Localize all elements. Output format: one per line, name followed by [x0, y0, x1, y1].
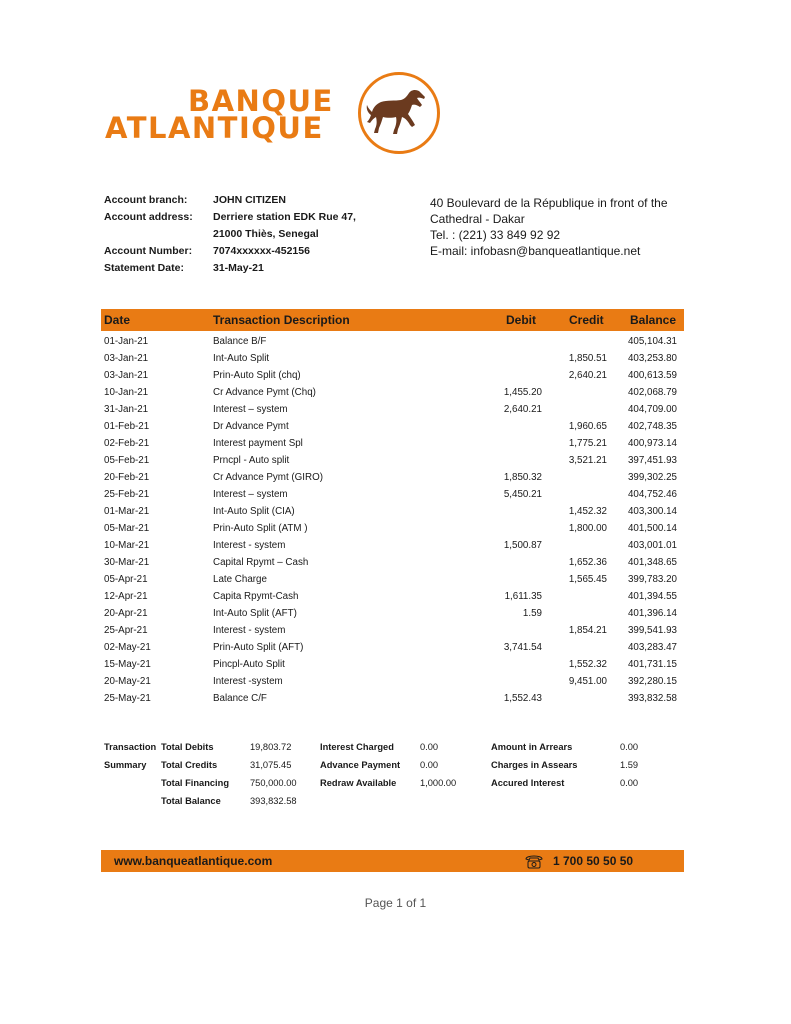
row-date: 15-May-21 — [104, 659, 151, 670]
statement-date-value: 31-May-21 — [213, 262, 264, 274]
row-date: 25-Apr-21 — [104, 625, 148, 636]
row-credit: 1,854.21 — [568, 625, 607, 636]
row-date: 01-Feb-21 — [104, 421, 150, 432]
row-date: 01-Jan-21 — [104, 336, 149, 347]
row-date: 31-Jan-21 — [104, 404, 149, 415]
row-balance: 403,001.01 — [627, 540, 677, 551]
row-date: 03-Jan-21 — [104, 353, 149, 364]
row-balance: 399,783.20 — [627, 574, 677, 585]
summary-title-1: Transaction — [104, 742, 157, 752]
charges-in-arrears-value: 1.59 — [620, 760, 639, 770]
row-description: Interest – system — [213, 404, 288, 415]
row-date: 20-May-21 — [104, 676, 151, 687]
transactions-header — [101, 309, 684, 331]
row-balance: 401,731.15 — [627, 659, 677, 670]
row-credit: 9,451.00 — [568, 676, 607, 687]
bank-email: E-mail: infobasn@banqueatlantique.net — [430, 244, 641, 258]
row-date: 30-Mar-21 — [104, 557, 150, 568]
table-row — [101, 486, 684, 503]
row-description: Prin-Auto Split (ATM ) — [213, 523, 308, 534]
row-balance: 400,973.14 — [627, 438, 677, 449]
total-credits-value: 31,075.45 — [250, 760, 292, 770]
row-description: Pincpl-Auto Split — [213, 659, 285, 670]
row-description: Prncpl - Auto split — [213, 455, 290, 466]
row-debit: 3,741.54 — [503, 642, 542, 653]
row-balance: 404,709.00 — [627, 404, 677, 415]
account-branch-label: Account branch: — [104, 194, 188, 206]
table-row — [101, 673, 684, 690]
row-description: Late Charge — [213, 574, 267, 585]
statement-date-label: Statement Date: — [104, 262, 184, 274]
table-row — [101, 333, 684, 350]
interest-charged-value: 0.00 — [420, 742, 439, 752]
telephone-icon — [524, 853, 544, 869]
row-credit: 1,960.65 — [568, 421, 607, 432]
table-row — [101, 571, 684, 588]
row-date: 12-Apr-21 — [104, 591, 148, 602]
table-row — [101, 622, 684, 639]
account-number-label: Account Number: — [104, 245, 193, 257]
row-credit: 1,775.21 — [568, 438, 607, 449]
table-row — [101, 350, 684, 367]
table-row — [101, 418, 684, 435]
row-date: 20-Feb-21 — [104, 472, 150, 483]
row-balance: 402,068.79 — [627, 387, 677, 398]
header-credit: Credit — [569, 313, 604, 327]
row-balance: 403,253.80 — [627, 353, 677, 364]
table-row — [101, 690, 684, 707]
redraw-available-value: 1,000.00 — [420, 778, 457, 788]
bank-address — [430, 195, 690, 259]
table-row — [101, 520, 684, 537]
row-debit: 1,552.43 — [503, 693, 542, 704]
row-description: Cr Advance Pymt (Chq) — [213, 387, 316, 398]
row-credit: 1,652.36 — [568, 557, 607, 568]
row-credit: 1,452.32 — [568, 506, 607, 517]
row-description: Int-Auto Split (CIA) — [213, 506, 295, 517]
row-credit: 3,521.21 — [568, 455, 607, 466]
total-financing-label: Total Financing — [161, 778, 230, 788]
table-row — [101, 537, 684, 554]
footer-bar — [101, 850, 684, 872]
accrued-interest-label: Accured Interest — [491, 778, 565, 788]
row-description: Dr Advance Pymt — [213, 421, 289, 432]
row-description: Interest - system — [213, 540, 286, 551]
bank-logo-text — [105, 84, 334, 145]
row-balance: 399,302.25 — [627, 472, 677, 483]
row-description: Balance B/F — [213, 336, 267, 347]
table-row — [101, 435, 684, 452]
total-balance-label: Total Balance — [161, 796, 221, 806]
bank-telephone: Tel. : (221) 33 849 92 92 — [430, 228, 561, 242]
row-credit: 1,565.45 — [568, 574, 607, 585]
amount-in-arrears-value: 0.00 — [620, 742, 639, 752]
row-balance: 403,283.47 — [627, 642, 677, 653]
page-number: Page 1 of 1 — [364, 896, 427, 910]
row-balance: 401,500.14 — [627, 523, 677, 534]
row-description: Balance C/F — [213, 693, 267, 704]
row-debit: 1,850.32 — [503, 472, 542, 483]
table-row — [101, 605, 684, 622]
row-balance: 404,752.46 — [627, 489, 677, 500]
horse-icon — [358, 72, 440, 154]
total-credits-label: Total Credits — [161, 760, 218, 770]
row-debit: 1,455.20 — [503, 387, 542, 398]
header-balance: Balance — [630, 313, 677, 327]
row-description: Interest -system — [213, 676, 283, 687]
row-balance: 393,832.58 — [627, 693, 677, 704]
redraw-available-label: Redraw Available — [320, 778, 397, 788]
row-balance: 392,280.15 — [627, 676, 677, 687]
table-row — [101, 554, 684, 571]
account-address-value-2: 21000 Thiès, Senegal — [213, 228, 319, 240]
header-date: Date — [104, 313, 131, 327]
row-description: Int-Auto Split — [213, 353, 270, 364]
advance-payment-value: 0.00 — [420, 760, 439, 770]
row-date: 03-Jan-21 — [104, 370, 149, 381]
row-credit: 1,850.51 — [568, 353, 607, 364]
row-description: Interest payment Spl — [213, 438, 303, 449]
advance-payment-label: Advance Payment — [320, 760, 401, 770]
bank-address-line1: 40 Boulevard de la République in front of the — [430, 196, 668, 210]
row-debit: 1,500.87 — [503, 540, 542, 551]
row-balance: 401,348.65 — [627, 557, 677, 568]
row-balance: 405,104.31 — [627, 336, 677, 347]
total-balance-value: 393,832.58 — [250, 796, 297, 806]
row-debit: 2,640.21 — [503, 404, 542, 415]
row-description: Interest - system — [213, 625, 286, 636]
table-row — [101, 656, 684, 673]
row-date: 05-Apr-21 — [104, 574, 148, 585]
logo-line-2: ATLANTIQUE — [105, 111, 324, 145]
account-number-value: 7074xxxxxx-452156 — [213, 245, 310, 257]
row-balance: 402,748.35 — [627, 421, 677, 432]
table-row — [101, 503, 684, 520]
row-date: 10-Jan-21 — [104, 387, 149, 398]
row-debit: 5,450.21 — [503, 489, 542, 500]
row-credit: 2,640.21 — [568, 370, 607, 381]
row-balance: 403,300.14 — [627, 506, 677, 517]
row-description: Capital Rpymt – Cash — [213, 557, 309, 568]
bank-address-line2: Cathedral - Dakar — [430, 212, 525, 226]
row-description: Prin-Auto Split (chq) — [213, 370, 301, 381]
row-debit: 1.59 — [522, 608, 542, 619]
row-description: Cr Advance Pymt (GIRO) — [213, 472, 323, 483]
row-balance: 399,541.93 — [627, 625, 677, 636]
table-row — [101, 401, 684, 418]
row-date: 02-Feb-21 — [104, 438, 150, 449]
logo-line-1: BANQUE — [188, 84, 334, 118]
row-balance: 401,394.55 — [627, 591, 677, 602]
table-row — [101, 384, 684, 401]
interest-charged-label: Interest Charged — [320, 742, 394, 752]
website-link[interactable]: www.banqueatlantique.com — [114, 854, 273, 868]
account-address-label: Account address: — [104, 211, 193, 223]
row-description: Interest – system — [213, 489, 288, 500]
row-description: Int-Auto Split (AFT) — [213, 608, 297, 619]
header-debit: Debit — [506, 313, 536, 327]
row-credit: 1,552.32 — [568, 659, 607, 670]
table-row — [101, 452, 684, 469]
header-description: Transaction Description — [213, 313, 350, 327]
row-description: Prin-Auto Split (AFT) — [213, 642, 304, 653]
row-debit: 1,611.35 — [504, 591, 542, 602]
row-balance: 401,396.14 — [627, 608, 677, 619]
total-debits-value: 19,803.72 — [250, 742, 292, 752]
row-date: 25-May-21 — [104, 693, 151, 704]
phone-number[interactable]: 1 700 50 50 50 — [553, 854, 634, 868]
row-date: 02-May-21 — [104, 642, 151, 653]
charges-in-arrears-label: Charges in Assears — [491, 760, 578, 770]
total-financing-value: 750,000.00 — [250, 778, 297, 788]
table-row — [101, 639, 684, 656]
account-branch-value: JOHN CITIZEN — [213, 194, 286, 206]
row-date: 01-Mar-21 — [104, 506, 150, 517]
row-balance: 400,613.59 — [627, 370, 677, 381]
amount-in-arrears-label: Amount in Arrears — [491, 742, 573, 752]
row-description: Capita Rpymt-Cash — [213, 591, 299, 602]
row-credit: 1,800.00 — [568, 523, 607, 534]
row-date: 05-Mar-21 — [104, 523, 150, 534]
row-date: 10-Mar-21 — [104, 540, 150, 551]
row-date: 20-Apr-21 — [104, 608, 148, 619]
table-row — [101, 367, 684, 384]
transactions-table — [101, 333, 684, 707]
row-date: 05-Feb-21 — [104, 455, 150, 466]
row-balance: 397,451.93 — [627, 455, 677, 466]
row-date: 25-Feb-21 — [104, 489, 150, 500]
summary-title-2: Summary — [104, 760, 147, 770]
account-address-value: Derriere station EDK Rue 47, — [213, 211, 356, 223]
accrued-interest-value: 0.00 — [620, 778, 639, 788]
table-row — [101, 469, 684, 486]
total-debits-label: Total Debits — [161, 742, 214, 752]
table-row — [101, 588, 684, 605]
